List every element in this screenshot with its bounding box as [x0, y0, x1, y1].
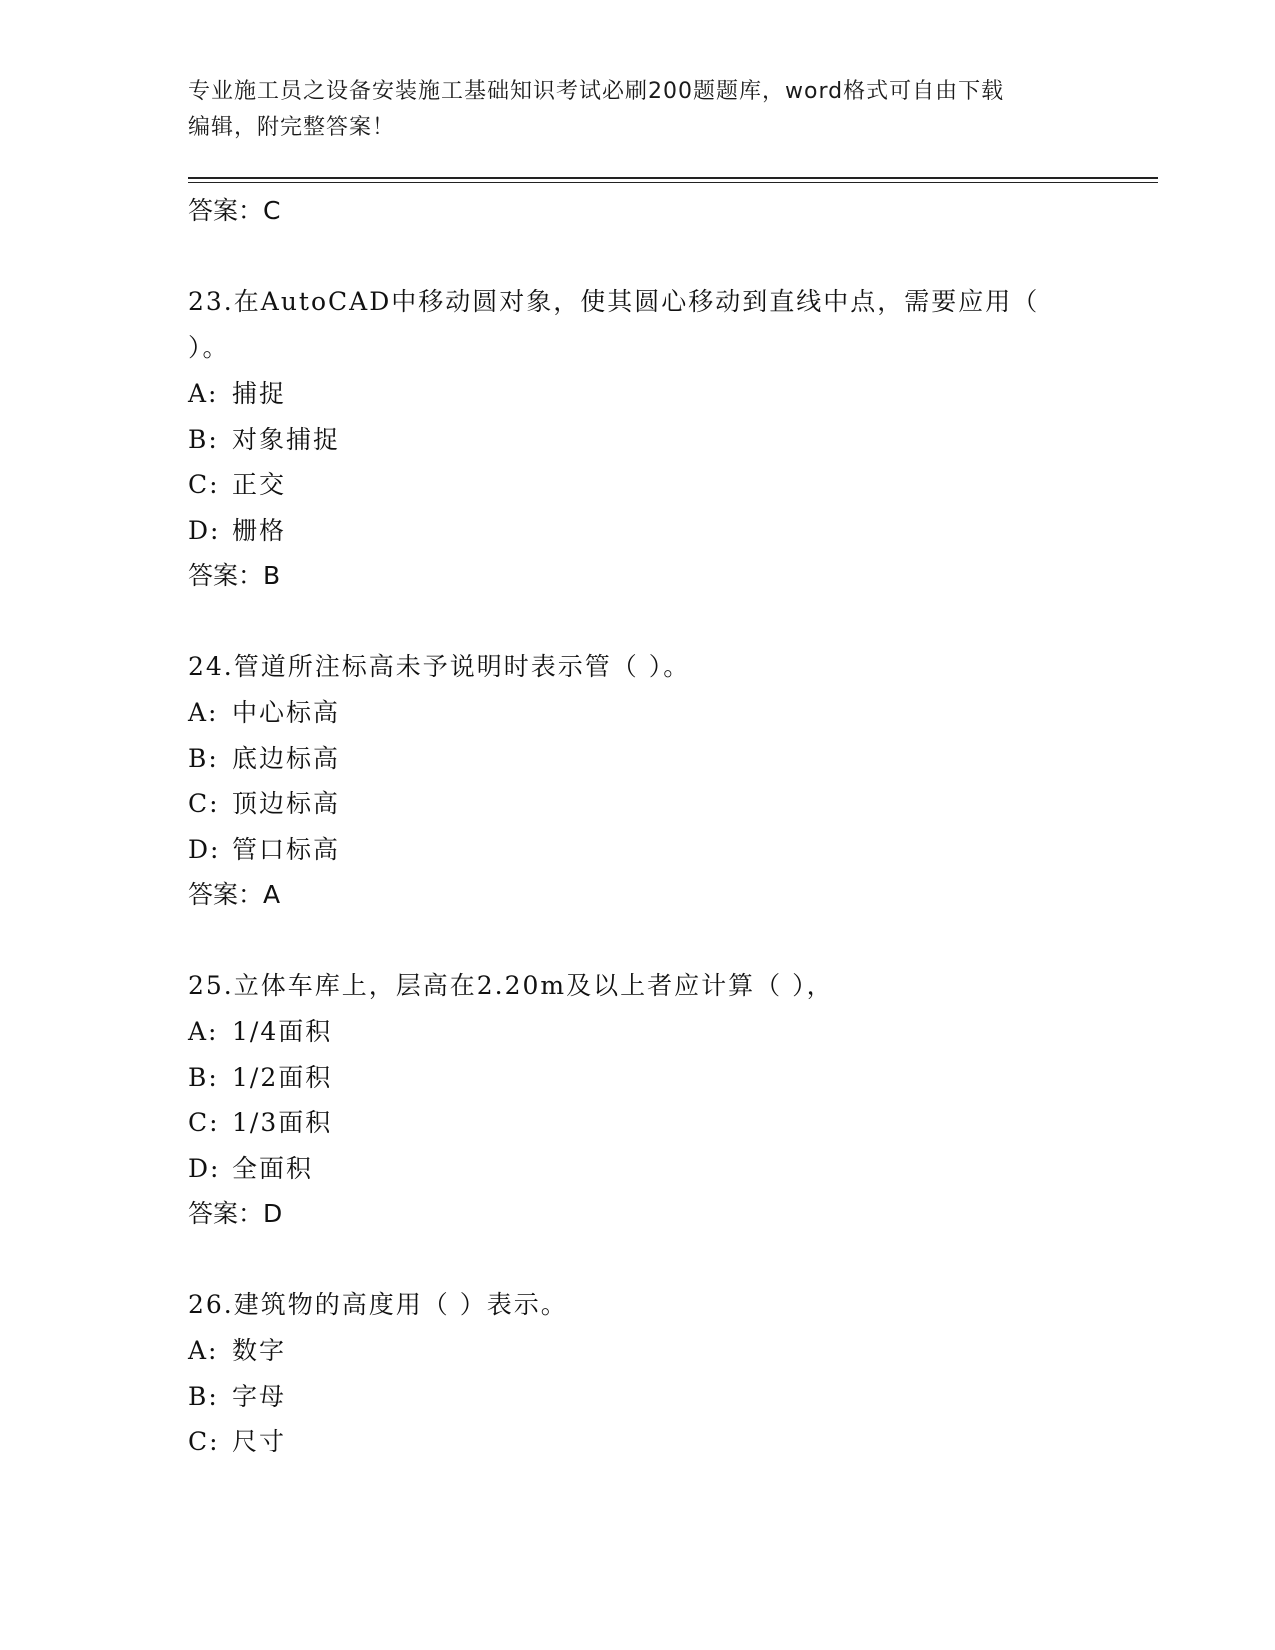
option-d — [188, 1146, 1088, 1192]
option-a — [188, 1328, 1088, 1374]
option-d — [188, 508, 1088, 554]
option-key: A: — [188, 1017, 219, 1046]
question-line: ）。 — [188, 333, 230, 362]
option-key: B: — [188, 1381, 219, 1411]
spacer — [188, 1237, 1088, 1282]
option-c — [188, 781, 1088, 827]
option-key: C: — [188, 1427, 220, 1456]
option-c — [188, 1100, 1088, 1146]
header-title-line-2: 编辑，附完整答案！ — [188, 115, 396, 140]
option-key: A: — [188, 379, 219, 408]
option-text: 1/3面积 — [232, 1108, 333, 1137]
question-text: 26.建筑物的高度用（ ）表示。 — [188, 1290, 568, 1319]
option-key: C: — [188, 789, 220, 818]
question-block-26 — [188, 1282, 1088, 1465]
option-d — [188, 827, 1088, 873]
answer-q23: 答案：B — [188, 561, 281, 590]
question-list — [188, 188, 1088, 1465]
option-text: 全面积 — [232, 1153, 314, 1183]
option-text: 数字 — [232, 1336, 287, 1365]
question-block-24 — [188, 644, 1088, 918]
option-key: B: — [188, 1062, 219, 1092]
option-key: C: — [188, 1108, 220, 1137]
option-key: D: — [188, 834, 221, 864]
option-text: 管口标高 — [232, 834, 341, 864]
header-divider-thick — [188, 177, 1158, 179]
spacer — [188, 599, 1088, 644]
option-c — [188, 1419, 1088, 1465]
question-text: 24.管道所注标高未予说明时表示管（ ）。 — [188, 652, 691, 681]
spacer — [188, 234, 1088, 279]
option-c — [188, 462, 1088, 508]
question-block-23 — [188, 279, 1088, 599]
question-line: 23.在AutoCAD中移动圆对象，使其圆心移动到直线中点，需要应用（ — [188, 287, 1040, 316]
option-key: B: — [188, 424, 219, 454]
option-b — [188, 417, 1088, 463]
spacer — [188, 918, 1088, 963]
option-b — [188, 1055, 1088, 1101]
option-b — [188, 1374, 1088, 1420]
option-text: 1/2面积 — [232, 1062, 333, 1092]
question-text: 25.立体车库上，层高在2.20m及以上者应计算（ ）， — [188, 971, 834, 1000]
document-header — [188, 74, 1088, 146]
header-divider-thin — [188, 182, 1158, 183]
option-text: 尺寸 — [232, 1427, 287, 1456]
option-a — [188, 690, 1088, 736]
option-key: C: — [188, 470, 220, 499]
option-a — [188, 371, 1088, 417]
option-text: 对象捕捉 — [232, 424, 341, 454]
option-text: 1/4面积 — [232, 1017, 333, 1046]
option-key: D: — [188, 1153, 221, 1183]
option-key: A: — [188, 698, 219, 727]
option-text: 字母 — [232, 1381, 287, 1411]
answer-q25: 答案：D — [188, 1199, 283, 1228]
option-a — [188, 1009, 1088, 1055]
option-text: 底边标高 — [232, 743, 341, 773]
option-key: B: — [188, 743, 219, 773]
option-text: 顶边标高 — [232, 789, 341, 818]
option-text: 正交 — [232, 470, 287, 499]
option-b — [188, 736, 1088, 782]
answer-q22: 答案：C — [188, 196, 281, 225]
option-key: D: — [188, 515, 221, 545]
header-title-line-1: 专业施工员之设备安装施工基础知识考试必刷200题题库，word格式可自由下载 — [188, 79, 1005, 104]
option-text: 捕捉 — [232, 379, 287, 408]
answer-q24: 答案：A — [188, 880, 281, 909]
question-block-25 — [188, 963, 1088, 1237]
option-key: A: — [188, 1336, 219, 1365]
option-text: 栅格 — [232, 515, 287, 545]
question-text — [188, 279, 1088, 371]
option-text: 中心标高 — [232, 698, 341, 727]
